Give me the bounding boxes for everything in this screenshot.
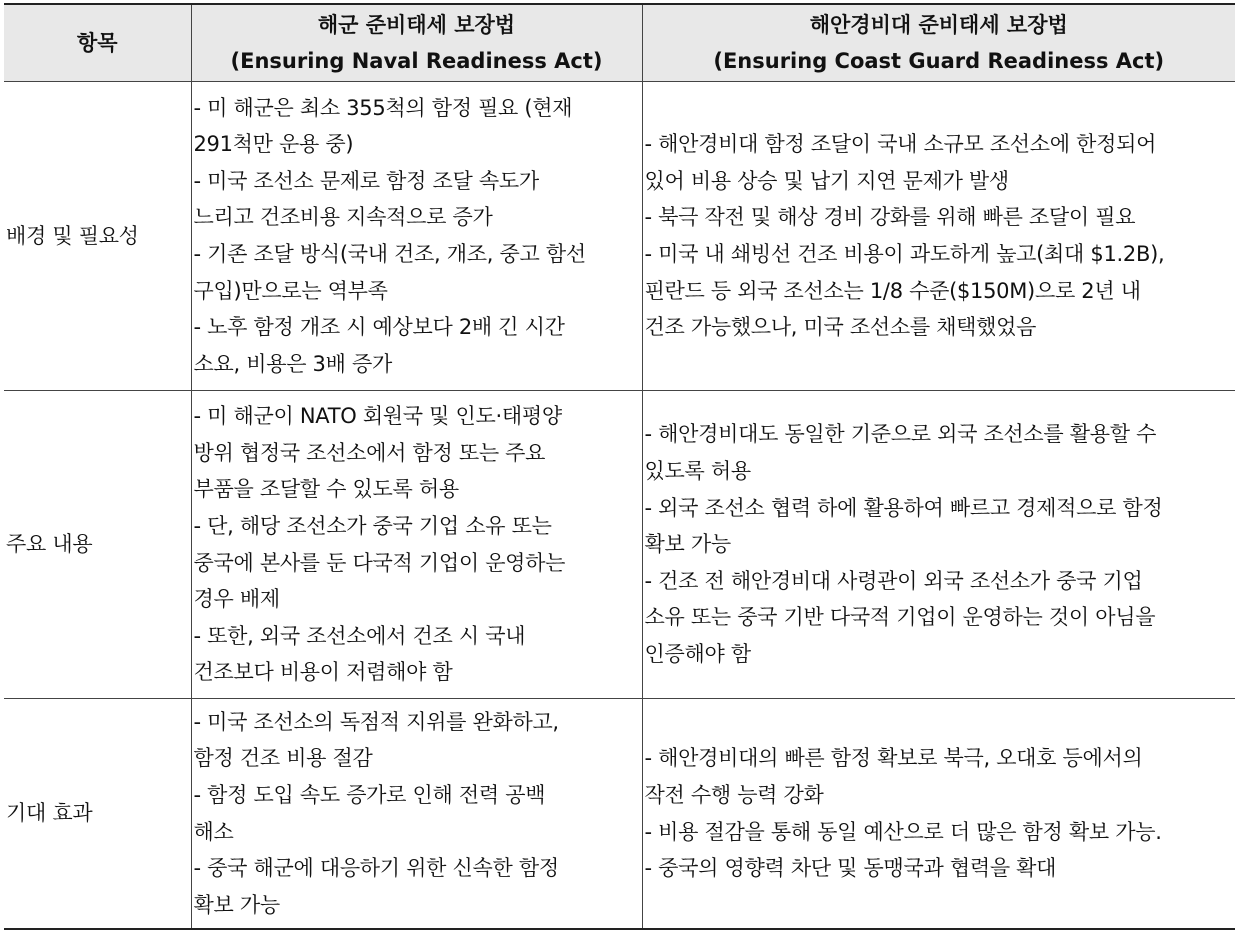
- row-label: 주요 내용: [4, 391, 191, 699]
- row-label: 배경 및 필요성: [4, 82, 191, 391]
- cell-line: - 미 해군은 최소 355척의 함정 필요 (현재: [193, 95, 573, 120]
- cell-line: 핀란드 등 외국 조선소는 1/8 수준($150M)으로 2년 내: [644, 278, 1141, 303]
- navy-cell: [191, 391, 642, 699]
- table-row: [4, 82, 1235, 391]
- navy-cell: [191, 82, 642, 391]
- cell-line: - 외국 조선소 협력 하에 활용하여 빠르고 경제적으로 함정: [644, 495, 1163, 520]
- cell-line: 중국에 본사를 둔 다국적 기업이 운영하는: [193, 550, 566, 575]
- cell-line: - 미국 조선소 문제로 함정 조달 속도가: [193, 168, 539, 193]
- cell-line: 있도록 허용: [644, 459, 751, 484]
- cell-line: - 기존 조달 방식(국내 건조, 개조, 중고 함선: [193, 242, 586, 266]
- table-row: [4, 391, 1235, 699]
- cell-line: 있어 비용 상승 및 납기 지연 문제가 발생: [644, 168, 1009, 193]
- cell-line: 확보 가능: [193, 892, 280, 917]
- header-coast-subtitle: (Ensuring Coast Guard Readiness Act): [713, 49, 1165, 73]
- coast-guard-cell: [642, 391, 1235, 699]
- cell-line: 해소: [193, 819, 234, 844]
- cell-line: 인증해야 함: [644, 641, 751, 666]
- cell-line: 소요, 비용은 3배 증가: [193, 351, 392, 376]
- row-label: 기대 효과: [4, 699, 191, 930]
- cell-line: 291척만 운용 중): [193, 132, 354, 157]
- cell-line: - 노후 함정 개조 시 예상보다 2배 긴 시간: [193, 315, 565, 340]
- cell-line: - 해안경비대의 빠른 함정 확보로 북극, 오대호 등에서의: [644, 746, 1143, 771]
- cell-line: - 비용 절감을 통해 동일 예산으로 더 많은 함정 확보 가능.: [644, 819, 1162, 844]
- cell-line: - 미국 조선소의 독점적 지위를 완화하고,: [193, 709, 559, 734]
- header-item: 항목: [4, 4, 191, 82]
- coast-guard-cell: [642, 699, 1235, 930]
- cell-line: - 건조 전 해안경비대 사령관이 외국 조선소가 중국 기업: [644, 568, 1143, 593]
- navy-cell: [191, 699, 642, 930]
- cell-line: 방위 협정국 조선소에서 함정 또는 주요: [193, 440, 546, 465]
- cell-line: 구입)만으로는 역부족: [193, 278, 388, 303]
- cell-line: 확보 가능: [644, 532, 731, 557]
- cell-line: - 함정 도입 속도 증가로 인해 전력 공백: [193, 782, 546, 807]
- cell-line: - 미국 내 쇄빙선 건조 비용이 과도하게 높고(최대 $1.2B),: [644, 242, 1165, 266]
- header-coast-title: 해안경비대 준비태세 보장법: [809, 13, 1068, 37]
- cell-line: - 해안경비대도 동일한 기준으로 외국 조선소를 활용할 수: [644, 422, 1157, 447]
- header-navy-act: [191, 4, 642, 82]
- header-coast-guard-act: [642, 4, 1235, 82]
- coast-guard-cell: [642, 82, 1235, 391]
- header-navy-subtitle: (Ensuring Naval Readiness Act): [230, 49, 603, 73]
- header-row: [4, 4, 1235, 82]
- cell-line: 함정 건조 비용 절감: [193, 746, 373, 771]
- cell-line: - 해안경비대 함정 조달이 국내 소규모 조선소에 한정되어: [644, 132, 1157, 157]
- cell-line: - 미 해군이 NATO 회원국 및 인도·태평양: [193, 404, 562, 429]
- cell-line: 부품을 조달할 수 있도록 허용: [193, 477, 459, 502]
- cell-line: - 또한, 외국 조선소에서 건조 시 국내: [193, 623, 526, 648]
- cell-line: 느리고 건조비용 지속적으로 증가: [193, 205, 493, 230]
- cell-line: - 단, 해당 조선소가 중국 기업 소유 또는: [193, 513, 552, 538]
- cell-line: 건조 가능했으나, 미국 조선소를 채택했었음: [644, 315, 1037, 340]
- cell-line: 건조보다 비용이 저렴해야 함: [193, 660, 453, 685]
- table-row: [4, 699, 1235, 930]
- cell-line: - 중국의 영향력 차단 및 동맹국과 협력을 확대: [644, 856, 1057, 881]
- header-navy-title: 해군 준비태세 보장법: [317, 13, 516, 37]
- cell-line: - 북극 작전 및 해상 경비 강화를 위해 빠른 조달이 필요: [644, 205, 1136, 230]
- comparison-table: [4, 3, 1235, 930]
- cell-line: 소유 또는 중국 기반 다국적 기업이 운영하는 것이 아님을: [644, 605, 1156, 630]
- cell-line: 경우 배제: [193, 587, 280, 612]
- cell-line: - 중국 해군에 대응하기 위한 신속한 함정: [193, 856, 559, 881]
- cell-line: 작전 수행 능력 강화: [644, 782, 824, 807]
